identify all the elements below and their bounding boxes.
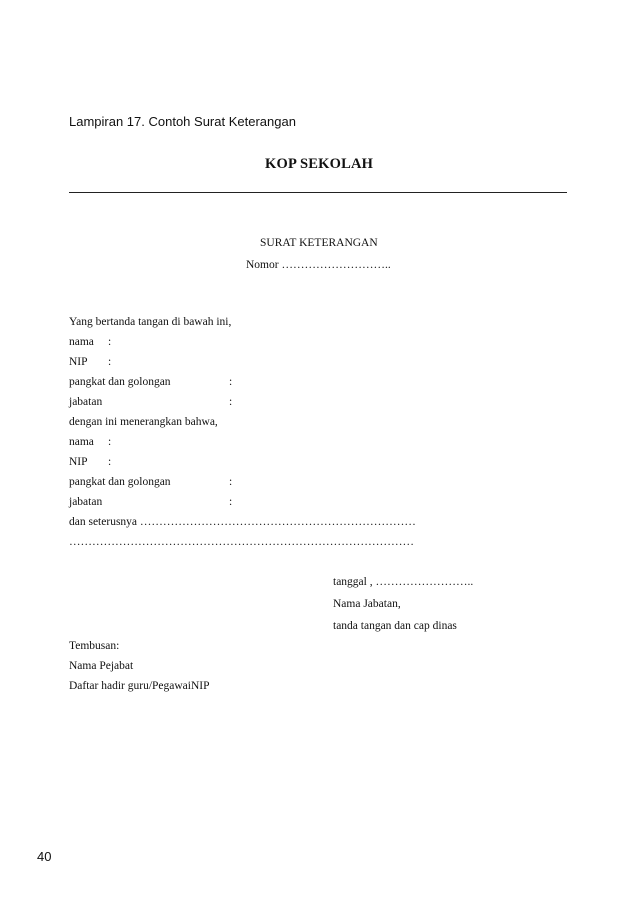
- signature-date-line: tanggal , ……………………..: [333, 576, 474, 588]
- intro-text: Yang bertanda tangan di bawah ini,: [69, 316, 232, 328]
- appendix-title: Lampiran 17. Contoh Surat Keterangan: [69, 114, 296, 129]
- cc-heading: Tembusan:: [69, 640, 120, 652]
- field-colon: :: [108, 336, 112, 348]
- subject-field-nip: [69, 456, 112, 468]
- signature-position: Nama Jabatan,: [333, 598, 401, 610]
- cc-item: Daftar hadir guru/PegawaiNIP: [69, 680, 210, 692]
- signer-field-name: [69, 336, 112, 348]
- field-label: pangkat dan golongan: [69, 376, 171, 388]
- field-label: jabatan: [69, 496, 103, 508]
- cc-item: Nama Pejabat: [69, 660, 134, 672]
- field-colon: :: [229, 376, 233, 388]
- signer-field-rank: [69, 376, 233, 388]
- field-label: nama: [69, 336, 94, 348]
- field-colon: :: [229, 496, 233, 508]
- signature-note: tanda tangan dan cap dinas: [333, 620, 457, 632]
- letterhead-title: KOP SEKOLAH: [265, 156, 374, 172]
- letter-title: SURAT KETERANGAN: [260, 237, 378, 249]
- continuation-text: dan seterusnya ………………………………………………………………: [69, 516, 416, 528]
- field-label: jabatan: [69, 396, 103, 408]
- field-colon: :: [229, 476, 233, 488]
- subject-field-rank: [69, 476, 233, 488]
- field-label: nama: [69, 436, 94, 448]
- subject-field-name: [69, 436, 112, 448]
- page-number: 40: [37, 849, 52, 864]
- field-colon: :: [229, 396, 233, 408]
- field-colon: :: [108, 356, 112, 368]
- signer-field-nip: [69, 356, 112, 368]
- field-label: NIP: [69, 356, 88, 368]
- field-label: NIP: [69, 456, 88, 468]
- statement-text: dengan ini menerangkan bahwa,: [69, 416, 218, 428]
- subject-field-position: [69, 496, 233, 508]
- field-colon: :: [108, 456, 112, 468]
- signer-field-position: [69, 396, 233, 408]
- continuation-dots: ………………………………………………………………………………: [69, 536, 414, 548]
- letterhead-divider: [69, 192, 567, 193]
- field-colon: :: [108, 436, 112, 448]
- field-label: pangkat dan golongan: [69, 476, 171, 488]
- letter-number-line: Nomor ………………………..: [246, 259, 391, 271]
